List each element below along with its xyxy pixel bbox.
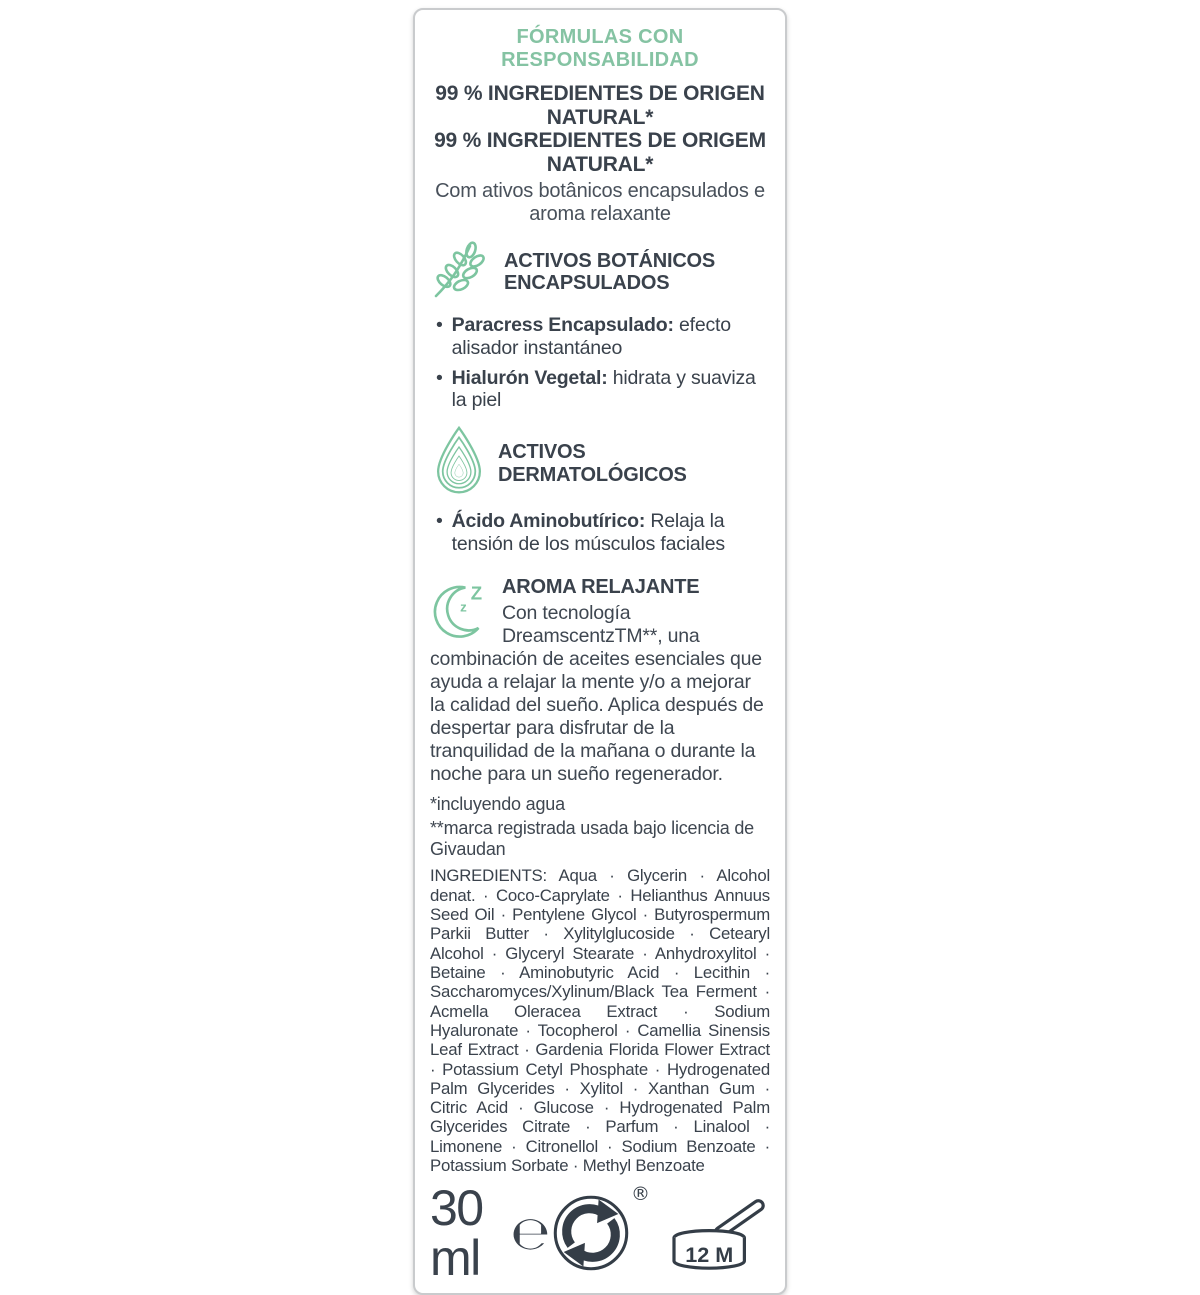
svg-text:12 M: 12 M — [685, 1242, 734, 1268]
section-title-dermatological: ACTIVOS DERMATOLÓGICOS — [498, 441, 687, 486]
green-dot-icon — [550, 1195, 629, 1271]
registered-icon: ® — [631, 1183, 650, 1206]
section-title-botanicals: ACTIVOS BOTÁNICOS ENCAPSULADOS — [504, 249, 716, 295]
pack-shot — [0, 8, 1200, 1295]
net-volume: 30 ml — [430, 1180, 483, 1287]
claim-pt: 99 % INGREDIENTES DE ORIGEM NATURAL* — [434, 129, 766, 177]
bullet-marker: • — [436, 510, 443, 533]
bullet-marker: • — [436, 313, 443, 336]
section-botanicals-header — [430, 238, 770, 307]
dermatological-bullet-list — [430, 510, 770, 556]
ingredients-paragraph — [430, 866, 770, 1175]
aroma-body-text: Con tecnología DreamscentzTM**, una combinación de aceites esenciales que ayuda a relajar la mente y/o a mejorar la calidad del sueño. Aplica después de despertar para disfrutar de la tranquilidad de la mañana o durante la noche para un sueño regenerador. — [430, 601, 764, 785]
section-aroma — [430, 570, 770, 786]
moon-zzz-icon — [430, 576, 492, 642]
bullet-aminobutyric — [436, 510, 770, 556]
footnote-water: *incluyendo agua — [430, 793, 565, 814]
bullet-paracress — [436, 314, 770, 360]
svg-text:Z: Z — [470, 582, 483, 604]
bullet-text: Hialurón Vegetal: hidrata y suaviza la piel — [451, 366, 756, 412]
footnote-trademark: **marca registrada usada bajo licencia de Givaudan — [430, 817, 754, 859]
section-title-aroma: AROMA RELAJANTE — [502, 575, 700, 598]
tagline: FÓRMULAS CON RESPONSABILIDAD — [501, 26, 699, 71]
pao-12m-icon — [650, 1190, 770, 1276]
bullet-text: Paracress Encapsulado: efecto alisador instantáneo — [451, 313, 731, 359]
back-label-panel — [413, 8, 787, 1295]
footnotes — [430, 794, 770, 860]
intro-pt: Com ativos botânicos encapsulados e aroma relaxante — [435, 179, 765, 225]
estimated-e-icon: ℮ — [510, 1206, 550, 1261]
claim-es: 99 % INGREDIENTES DE ORIGEN NATURAL* — [435, 82, 765, 129]
bullet-marker: • — [436, 366, 443, 389]
svg-text:z: z — [460, 599, 467, 615]
bullet-hyaluron — [436, 367, 770, 413]
botanicals-bullet-list — [430, 314, 770, 412]
ingredients-label: INGREDIENTS: — [430, 866, 547, 886]
branch-icon — [430, 238, 494, 307]
section-dermatological-header — [430, 424, 770, 503]
footer-symbols-row — [430, 1180, 770, 1287]
ingredients-list: Aqua · Glycerin · Alcohol denat. · Coco-Caprylate · Helianthus Annuus Seed Oil · Pentylene Glycol · Butyrospermum Parkii Butter · Xylitylglucoside · Cetearyl Alcohol · Glyceryl Stearate · Anhydroxylitol · Betaine · Aminobutyric Acid · Lecithin · Saccharomyces/Xylinum/Black Tea Ferment · Acmella Oleracea Extract · Sodium Hyaluronate · Tocopherol · Camellia Sinensis Leaf Extract · Gardenia Florida Flower Extract · Potassium Cetyl Phosphate · Hydrogenated Palm Glycerides · Xylitol · Xanthan Gum · Citric Acid · Glucose · Hydrogenated Palm Glycerides Citrate · Parfum · Linalool · Limonene · Citronellol · Sodium Benzoate · Potassium Sorbate · Methyl Benzoate — [430, 866, 770, 1176]
droplet-icon — [430, 424, 488, 503]
bullet-text: Ácido Aminobutírico: Relaja la tensión de los músculos faciales — [451, 510, 725, 555]
